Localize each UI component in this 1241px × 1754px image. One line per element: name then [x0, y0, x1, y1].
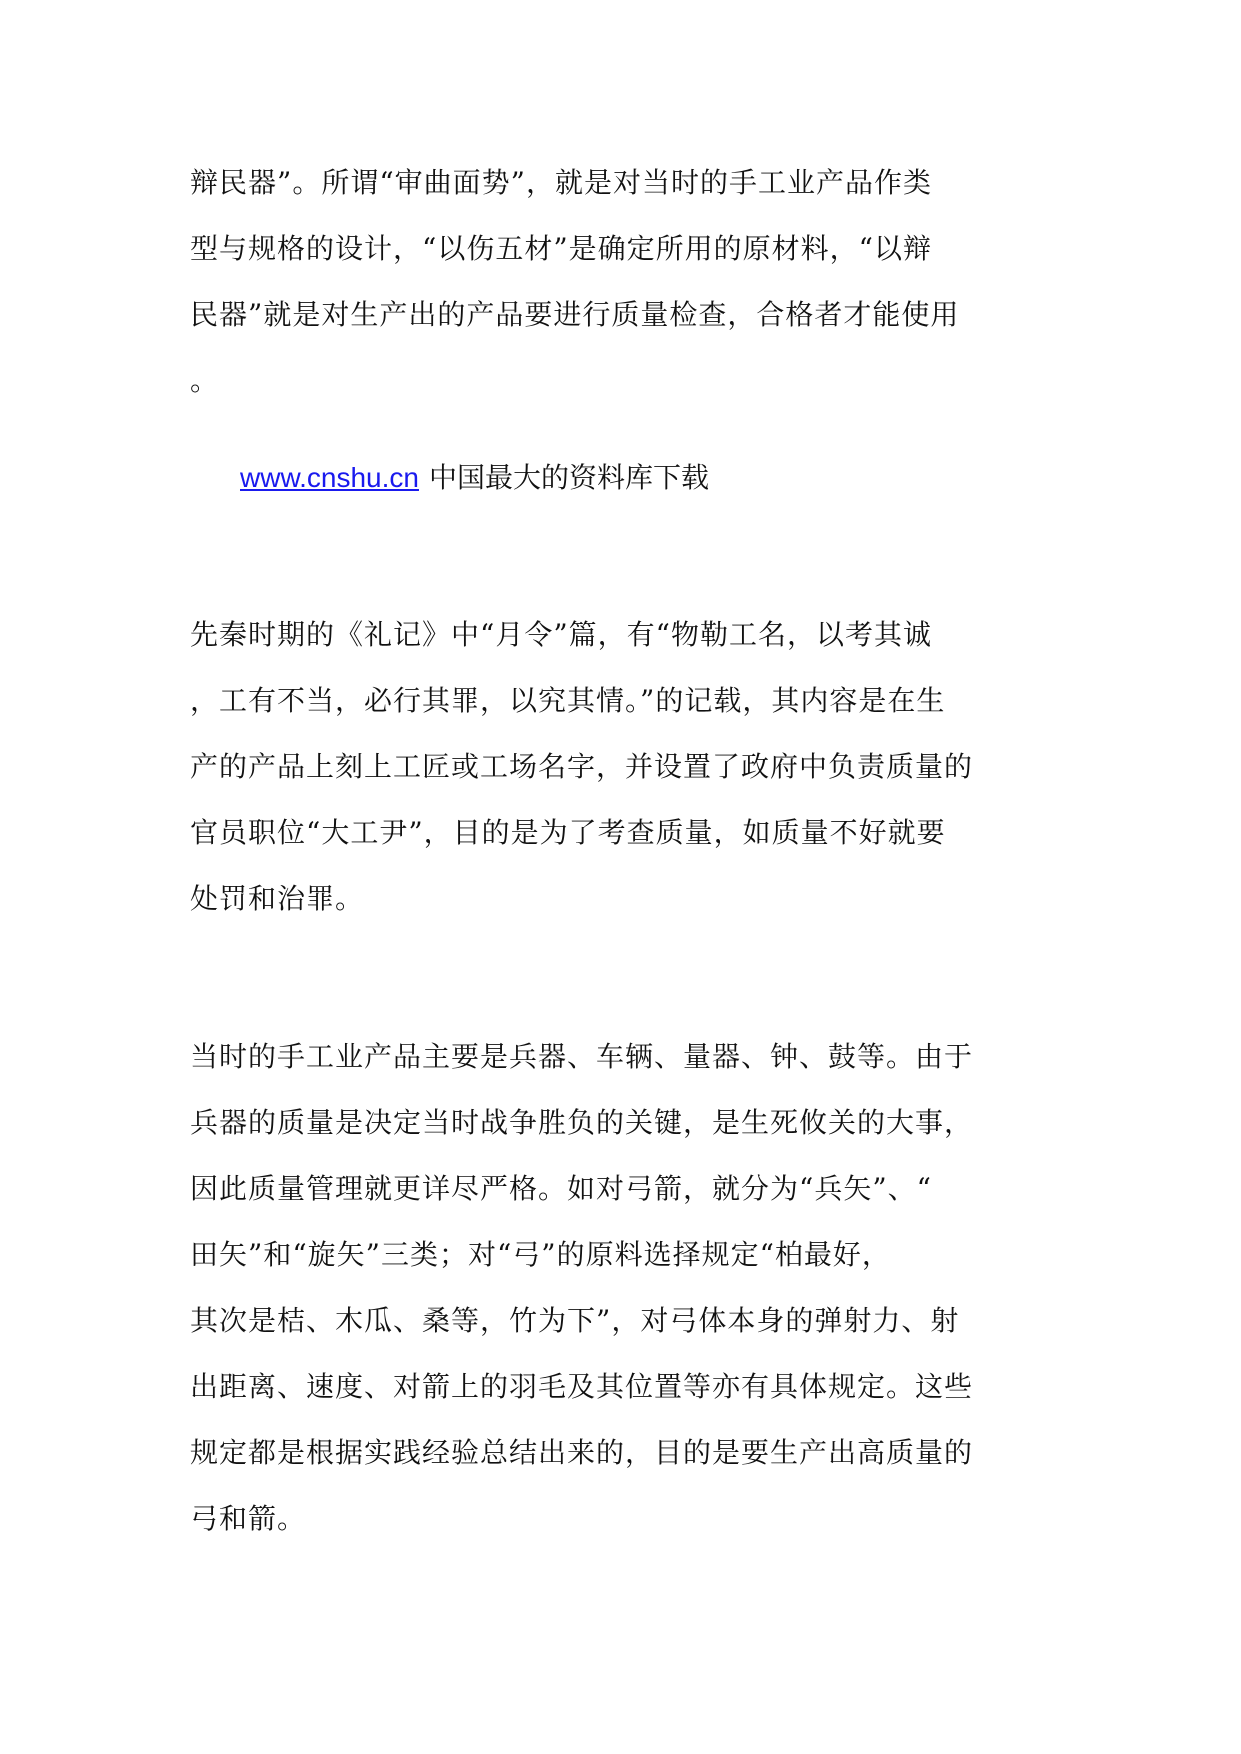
text-line: 。 — [190, 364, 220, 397]
text-line: ，工有不当，必行其罪，以究其情。”的记载，其内容是在生 — [190, 684, 946, 717]
text-line: 辩民器”。所谓“审曲面势”，就是对当时的手工业产品作类 — [190, 166, 932, 199]
paragraph-3 — [190, 1024, 1050, 1552]
text-line: 处罚和治罪。 — [190, 882, 365, 915]
text-line: 其次是桔、木瓜、桑等，竹为下”，对弓体本身的弹射力、射 — [190, 1304, 960, 1337]
text-line: 因此质量管理就更详尽严格。如对弓箭，就分为“兵矢”、“ — [190, 1172, 932, 1205]
paragraph-1 — [190, 150, 1050, 414]
text-line: 弓和箭。 — [190, 1502, 307, 1535]
text-line: 兵器的质量是决定当时战争胜负的关键，是生死攸关的大事， — [190, 1106, 974, 1139]
website-link-line — [240, 445, 709, 511]
text-line: 当时的手工业产品主要是兵器、车辆、量器、钟、鼓等。由于 — [190, 1040, 974, 1073]
text-line: 型与规格的设计，“以伤五材”是确定所用的原材料，“以辩 — [190, 232, 932, 265]
text-line: 产的产品上刻上工匠或工场名字，并设置了政府中负责质量的 — [190, 750, 974, 783]
text-line: 先秦时期的《礼记》中“月令”篇，有“物勒工名，以考其诚 — [190, 618, 932, 651]
text-line: 规定都是根据实践经验总结出来的，目的是要生产出高质量的 — [190, 1436, 974, 1469]
website-link[interactable]: www.cnshu.cn — [240, 462, 419, 493]
text-line: 田矢”和“旋矢”三类；对“弓”的原料选择规定“柏最好， — [190, 1238, 891, 1271]
text-line: 民器”就是对生产出的产品要进行质量检查，合格者才能使用 — [190, 298, 960, 331]
paragraph-2 — [190, 602, 1050, 932]
website-link-caption: 中国最大的资料库下载 — [428, 461, 709, 494]
text-line: 出距离、速度、对箭上的羽毛及其位置等亦有具体规定。这些 — [190, 1370, 974, 1403]
text-line: 官员职位“大工尹”，目的是为了考查质量，如质量不好就要 — [190, 816, 946, 849]
